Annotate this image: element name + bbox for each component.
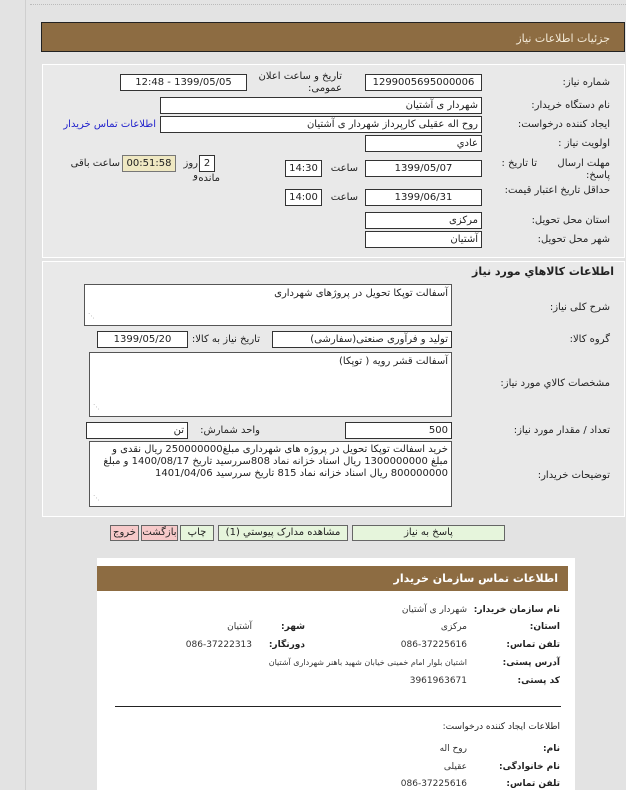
priority-field: عادي bbox=[365, 135, 482, 152]
creator-field: روح اله عقیلی کارپرداز شهردار ی آشتیان bbox=[160, 116, 482, 133]
creator-phone-label: تلفن تماس: bbox=[506, 779, 560, 789]
group-label: گروه کالا: bbox=[569, 334, 610, 345]
desc-text: خرید اسفالت توپکا تحویل در پروژه های شهرداری مبلغ250000000 ریال نقدی و مبلغ 1300000000 ریال اسناد خزانه نماد 808سررسید تاریخ 1400/08/17 و مبلغ 800000000 ریال اسناد خزانه نماد 815 تاریخ سررسید 1401/04/06 bbox=[103, 444, 448, 479]
deadline-date-field: 1399/05/07 bbox=[365, 160, 482, 177]
reply-button[interactable]: پاسخ به نیاز bbox=[352, 525, 505, 541]
qty-label: تعداد / مقدار مورد نیاز: bbox=[513, 425, 610, 436]
need-number-label: شماره نیاز: bbox=[562, 77, 610, 88]
province-label: استان محل تحویل: bbox=[531, 215, 610, 226]
city-label-contact: شهر: bbox=[281, 622, 305, 632]
need-number-field: 1299005695000006 bbox=[365, 74, 482, 91]
family-label: نام خانوادگی: bbox=[498, 762, 560, 772]
spec-text: آسفالت قشر رویه ( توپکا) bbox=[339, 356, 448, 367]
postal-value: 3961963671 bbox=[409, 676, 467, 686]
summary-label: شرح کلی نیاز: bbox=[549, 302, 610, 313]
postal-label: کد پستی: bbox=[517, 676, 560, 686]
exit-button[interactable]: خروج bbox=[110, 525, 139, 541]
family-value: عقیلی bbox=[443, 762, 467, 772]
validity-time-label: ساعت bbox=[330, 192, 358, 203]
deadline-time-field: 14:30 bbox=[285, 160, 322, 177]
contact-title: اطلاعات تماس سازمان خریدار bbox=[393, 572, 558, 585]
priority-label: اولویت نیاز : bbox=[558, 138, 610, 149]
page-header bbox=[41, 22, 625, 52]
buyer-label: نام دستگاه خریدار: bbox=[531, 100, 610, 111]
page-border bbox=[25, 0, 26, 790]
divider bbox=[30, 4, 626, 5]
unit-field: تن bbox=[86, 422, 188, 439]
days-label: روز و bbox=[183, 158, 198, 181]
address-label: آدرس پستی: bbox=[502, 658, 560, 668]
need-date-field: 1399/05/20 bbox=[97, 331, 188, 348]
phone-value: 086-37225616 bbox=[400, 640, 467, 650]
name-label: نام: bbox=[543, 744, 560, 754]
desc-textarea[interactable]: خرید اسفالت توپکا تحویل در پروژه های شهرداری مبلغ250000000 ریال نقدی و مبلغ 1300000000 ریال اسناد خزانه نماد 808سررسید تاریخ 1400/08/17 و مبلغ 800000000 ریال اسناد خزانه نماد 815 تاریخ سررسید 1401/04/06 ⋰ bbox=[89, 441, 452, 507]
spec-textarea[interactable]: آسفالت قشر رویه ( توپکا) ⋰ bbox=[89, 352, 452, 417]
buyer-contact-card bbox=[97, 558, 575, 790]
deadline-label: مهلت ارسال پاسخ: bbox=[557, 158, 610, 181]
validity-label: حداقل تاریخ اعتبار قیمت: bbox=[504, 185, 610, 196]
contact-header bbox=[97, 566, 568, 591]
city-field: آشتیان bbox=[365, 231, 482, 248]
qty-field: 500 bbox=[345, 422, 452, 439]
creator-label: ایجاد کننده درخواست: bbox=[517, 119, 610, 130]
deadline-time-label: ساعت bbox=[330, 163, 358, 174]
need-date-label: تاریخ نیاز به کالا: bbox=[191, 334, 260, 345]
province-field: مرکزی bbox=[365, 212, 482, 229]
back-button[interactable]: بازگشت bbox=[141, 525, 178, 541]
address-value: اشتیان بلوار امام خمینی خیابان شهید باهنر شهرداری آشتیان bbox=[268, 658, 467, 667]
page-title: جزئیات اطلاعات نیاز bbox=[516, 32, 610, 45]
countdown-timer: 00:51:58 bbox=[122, 155, 176, 172]
spec-label: مشخصات کالاي مورد نياز: bbox=[500, 378, 610, 389]
goods-title: اطلاعات كالاهاي مورد نياز bbox=[472, 265, 614, 278]
contact-divider bbox=[115, 706, 561, 707]
city-label: شهر محل تحویل: bbox=[537, 234, 610, 245]
unit-label: واحد شمارش: bbox=[200, 425, 260, 436]
org-value: شهردار ی آشتیان bbox=[401, 605, 467, 615]
desc-label: توضیحات خریدار: bbox=[537, 470, 610, 481]
summary-text: آسفالت توپکا تحویل در پروژهای شهرداری bbox=[274, 288, 448, 299]
remaining-label: ساعت باقی bbox=[70, 158, 120, 169]
org-label: نام سازمان خریدار: bbox=[473, 605, 560, 615]
city-value: آشتیان bbox=[227, 622, 252, 632]
print-button[interactable]: چاپ bbox=[180, 525, 214, 541]
summary-textarea[interactable]: آسفالت توپکا تحویل در پروژهای شهرداری ⋰ bbox=[84, 284, 452, 326]
province-value: مرکزی bbox=[440, 622, 467, 632]
announce-label: تاریخ و ساعت اعلان عمومی: bbox=[258, 71, 342, 94]
remaining-label-2: مانده bbox=[198, 173, 220, 184]
announce-field: 1399/05/05 - 12:48 bbox=[120, 74, 247, 91]
creator-phone-value: 086-37225616 bbox=[400, 779, 467, 789]
to-date-label: تا تاریخ : bbox=[501, 158, 537, 169]
validity-date-field: 1399/06/31 bbox=[365, 189, 482, 206]
attachments-button[interactable]: مشاهده مدارک پیوستي (1) bbox=[218, 525, 348, 541]
validity-time-field: 14:00 bbox=[285, 189, 322, 206]
buyer-field: شهردار ی آشتیان bbox=[160, 97, 482, 114]
creator-info-title: اطلاعات ایجاد کننده درخواست: bbox=[442, 722, 560, 732]
days-remaining-field: 2 bbox=[199, 155, 215, 172]
province-label-contact: استان: bbox=[529, 622, 560, 632]
buyer-contact-link[interactable]: اطلاعات تماس خریدار bbox=[63, 119, 156, 130]
name-value: روح اله bbox=[439, 744, 467, 754]
fax-value: 086-37222313 bbox=[185, 640, 252, 650]
fax-label: دورنگار: bbox=[268, 640, 305, 650]
phone-label: تلفن تماس: bbox=[506, 640, 560, 650]
group-field: تولید و فرآوری صنعتی(سفارشی) bbox=[272, 331, 452, 348]
